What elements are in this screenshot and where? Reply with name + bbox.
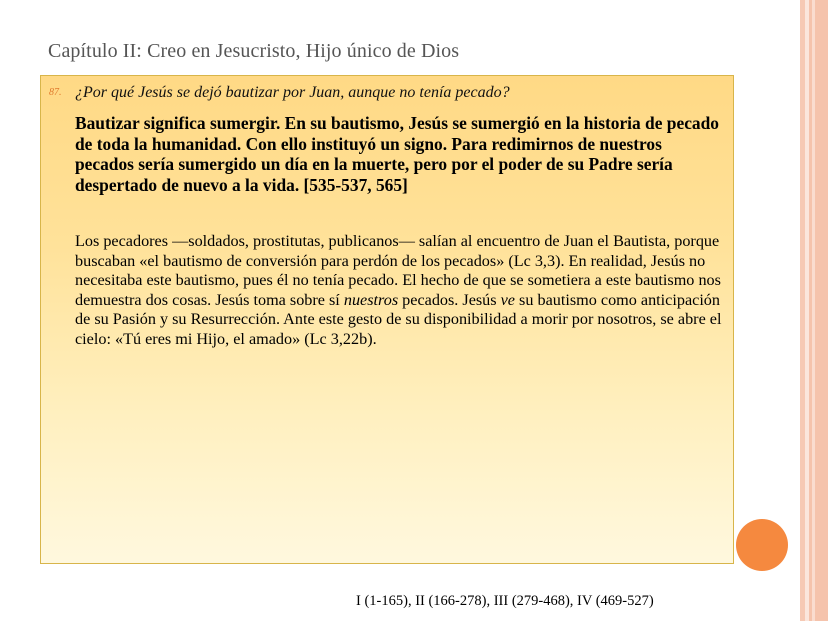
question-number: 87. [49,87,62,98]
emphasis-nuestros: nuestros [343,290,399,309]
orange-circle-decoration [736,519,788,571]
content-box [40,75,734,564]
explanation-part: Los pecadores —soldados, prostitutas, publicanos— salían al encuentro de Juan el Bautista, porque buscaban «el bautismo de conversión para perdón de los pecados» (Lc 3,3). En realidad, Jesús no necesitaba este bautismo, pues él no tenía pecado. El hecho de que se sometiera a este bautismo nos demuestra dos cosas. Jesús toma sobre sí [75,232,721,309]
answer-text: Bautizar significa sumergir. En su bautismo, Jesús se sumergió en la historia de pecado de toda la humanidad. Con ello instituyó un signo. Para redimirnos de nuestros pecados sería sumergido un día en la muerte, pero por el poder de su Padre sería despertado de nuevo a la vida. [535-537, 565] [75,113,719,195]
emphasis-ve: ve [500,290,515,309]
footer-reference: I (1-165), II (166-278), III (279-468), IV (469-527) [356,593,654,609]
explanation-text [75,232,725,349]
question-text: ¿Por qué Jesús se dejó bautizar por Juan, aunque no tenía pecado? [75,84,510,101]
question [49,84,723,102]
explanation-part: pecados. Jesús [398,290,501,309]
explanation-part: su bautismo como anticipación de su Pasión y su Resurrección. Ante este gesto de su disponibilidad a morir por nosotros, se abre el cielo: «Tú eres mi Hijo, el amado» (Lc 3,22b). [75,290,722,348]
chapter-title: Capítulo II: Creo en Jesucristo, Hijo único de Dios [48,40,460,62]
decorative-stripe [812,0,815,621]
